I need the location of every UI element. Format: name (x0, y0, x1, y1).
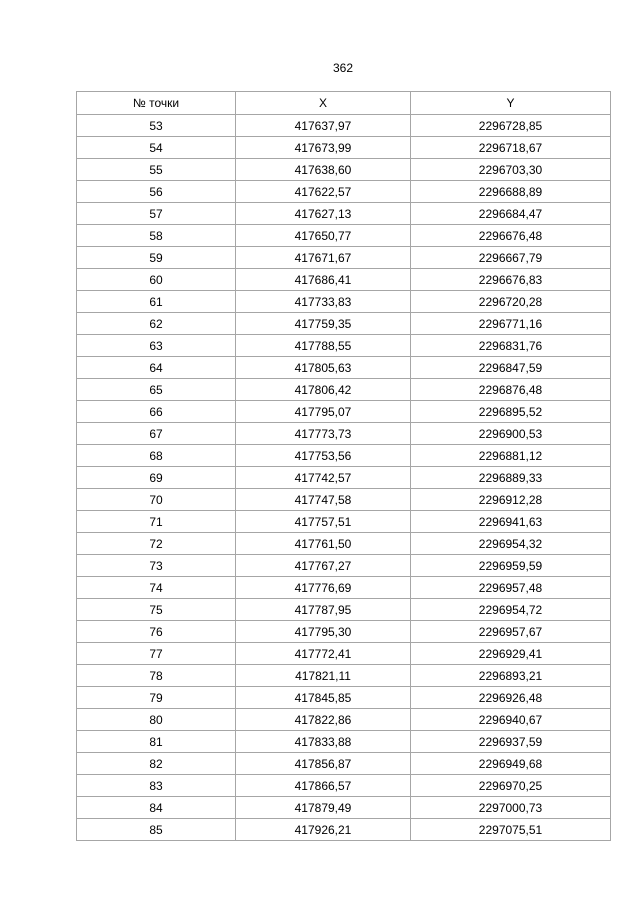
cell-point-number: 64 (77, 357, 236, 379)
cell-x: 417733,83 (236, 291, 411, 313)
cell-point-number: 56 (77, 181, 236, 203)
table-row (77, 643, 611, 665)
table-row (77, 115, 611, 137)
cell-y: 2296926,48 (411, 687, 611, 709)
cell-y: 2296847,59 (411, 357, 611, 379)
header-y: Y (411, 92, 611, 115)
cell-point-number: 81 (77, 731, 236, 753)
table-row (77, 335, 611, 357)
header-point-number: № точки (77, 92, 236, 115)
cell-x: 417622,57 (236, 181, 411, 203)
cell-point-number: 65 (77, 379, 236, 401)
cell-point-number: 61 (77, 291, 236, 313)
cell-point-number: 70 (77, 489, 236, 511)
cell-y: 2296718,67 (411, 137, 611, 159)
table-row (77, 511, 611, 533)
cell-y: 2296912,28 (411, 489, 611, 511)
cell-y: 2297000,73 (411, 797, 611, 819)
header-x: X (236, 92, 411, 115)
cell-x: 417759,35 (236, 313, 411, 335)
cell-x: 417761,50 (236, 533, 411, 555)
cell-x: 417753,56 (236, 445, 411, 467)
cell-x: 417637,97 (236, 115, 411, 137)
cell-y: 2296957,67 (411, 621, 611, 643)
cell-point-number: 54 (77, 137, 236, 159)
table-row (77, 797, 611, 819)
cell-point-number: 82 (77, 753, 236, 775)
table-row (77, 665, 611, 687)
cell-y: 2296889,33 (411, 467, 611, 489)
table-header-row (77, 92, 611, 115)
cell-y: 2296703,30 (411, 159, 611, 181)
cell-point-number: 80 (77, 709, 236, 731)
cell-point-number: 75 (77, 599, 236, 621)
cell-point-number: 85 (77, 819, 236, 841)
cell-point-number: 83 (77, 775, 236, 797)
cell-y: 2296941,63 (411, 511, 611, 533)
cell-point-number: 66 (77, 401, 236, 423)
cell-point-number: 63 (77, 335, 236, 357)
cell-y: 2296937,59 (411, 731, 611, 753)
cell-y: 2296970,25 (411, 775, 611, 797)
cell-point-number: 71 (77, 511, 236, 533)
cell-x: 417822,86 (236, 709, 411, 731)
table-row (77, 467, 611, 489)
table-row (77, 379, 611, 401)
cell-point-number: 79 (77, 687, 236, 709)
cell-y: 2296771,16 (411, 313, 611, 335)
page-number: 362 (332, 61, 354, 75)
cell-x: 417757,51 (236, 511, 411, 533)
table-row (77, 247, 611, 269)
table-row (77, 775, 611, 797)
table-row (77, 731, 611, 753)
table-row (77, 269, 611, 291)
cell-y: 2296893,21 (411, 665, 611, 687)
table-row (77, 753, 611, 775)
table-row (77, 577, 611, 599)
cell-x: 417772,41 (236, 643, 411, 665)
table-row (77, 203, 611, 225)
cell-x: 417866,57 (236, 775, 411, 797)
cell-point-number: 72 (77, 533, 236, 555)
cell-point-number: 59 (77, 247, 236, 269)
cell-y: 2296728,85 (411, 115, 611, 137)
cell-y: 2296688,89 (411, 181, 611, 203)
cell-y: 2296881,12 (411, 445, 611, 467)
table-row (77, 533, 611, 555)
cell-point-number: 68 (77, 445, 236, 467)
cell-x: 417926,21 (236, 819, 411, 841)
table-row (77, 159, 611, 181)
cell-y: 2297075,51 (411, 819, 611, 841)
cell-x: 417805,63 (236, 357, 411, 379)
cell-x: 417795,30 (236, 621, 411, 643)
cell-x: 417747,58 (236, 489, 411, 511)
cell-y: 2296667,79 (411, 247, 611, 269)
cell-point-number: 58 (77, 225, 236, 247)
table-row (77, 291, 611, 313)
cell-x: 417787,95 (236, 599, 411, 621)
table-row (77, 401, 611, 423)
cell-y: 2296720,28 (411, 291, 611, 313)
cell-y: 2296876,48 (411, 379, 611, 401)
cell-y: 2296676,83 (411, 269, 611, 291)
table-body (77, 115, 611, 841)
cell-y: 2296929,41 (411, 643, 611, 665)
table-row (77, 621, 611, 643)
cell-y: 2296959,59 (411, 555, 611, 577)
cell-x: 417673,99 (236, 137, 411, 159)
cell-x: 417856,87 (236, 753, 411, 775)
cell-y: 2296900,53 (411, 423, 611, 445)
table-row (77, 445, 611, 467)
table-row (77, 555, 611, 577)
cell-point-number: 62 (77, 313, 236, 335)
cell-x: 417742,57 (236, 467, 411, 489)
cell-point-number: 57 (77, 203, 236, 225)
table-row (77, 181, 611, 203)
table-row (77, 819, 611, 841)
cell-x: 417806,42 (236, 379, 411, 401)
cell-y: 2296957,48 (411, 577, 611, 599)
cell-point-number: 53 (77, 115, 236, 137)
cell-x: 417767,27 (236, 555, 411, 577)
cell-x: 417671,67 (236, 247, 411, 269)
cell-y: 2296895,52 (411, 401, 611, 423)
table-row (77, 709, 611, 731)
cell-y: 2296831,76 (411, 335, 611, 357)
table-row (77, 313, 611, 335)
coordinates-table (76, 91, 611, 841)
cell-point-number: 55 (77, 159, 236, 181)
cell-y: 2296949,68 (411, 753, 611, 775)
cell-point-number: 84 (77, 797, 236, 819)
cell-point-number: 78 (77, 665, 236, 687)
cell-point-number: 73 (77, 555, 236, 577)
cell-x: 417686,41 (236, 269, 411, 291)
cell-x: 417788,55 (236, 335, 411, 357)
table-row (77, 357, 611, 379)
cell-y: 2296940,67 (411, 709, 611, 731)
cell-x: 417773,73 (236, 423, 411, 445)
cell-x: 417879,49 (236, 797, 411, 819)
cell-y: 2296954,32 (411, 533, 611, 555)
cell-point-number: 60 (77, 269, 236, 291)
table-row (77, 225, 611, 247)
cell-x: 417833,88 (236, 731, 411, 753)
cell-x: 417638,60 (236, 159, 411, 181)
cell-point-number: 77 (77, 643, 236, 665)
cell-point-number: 76 (77, 621, 236, 643)
cell-x: 417650,77 (236, 225, 411, 247)
cell-x: 417845,85 (236, 687, 411, 709)
cell-x: 417821,11 (236, 665, 411, 687)
cell-point-number: 67 (77, 423, 236, 445)
cell-y: 2296684,47 (411, 203, 611, 225)
cell-y: 2296676,48 (411, 225, 611, 247)
cell-point-number: 69 (77, 467, 236, 489)
cell-y: 2296954,72 (411, 599, 611, 621)
table-row (77, 687, 611, 709)
table-row (77, 599, 611, 621)
table-row (77, 423, 611, 445)
table-row (77, 137, 611, 159)
cell-x: 417627,13 (236, 203, 411, 225)
cell-x: 417795,07 (236, 401, 411, 423)
table-row (77, 489, 611, 511)
cell-x: 417776,69 (236, 577, 411, 599)
cell-point-number: 74 (77, 577, 236, 599)
